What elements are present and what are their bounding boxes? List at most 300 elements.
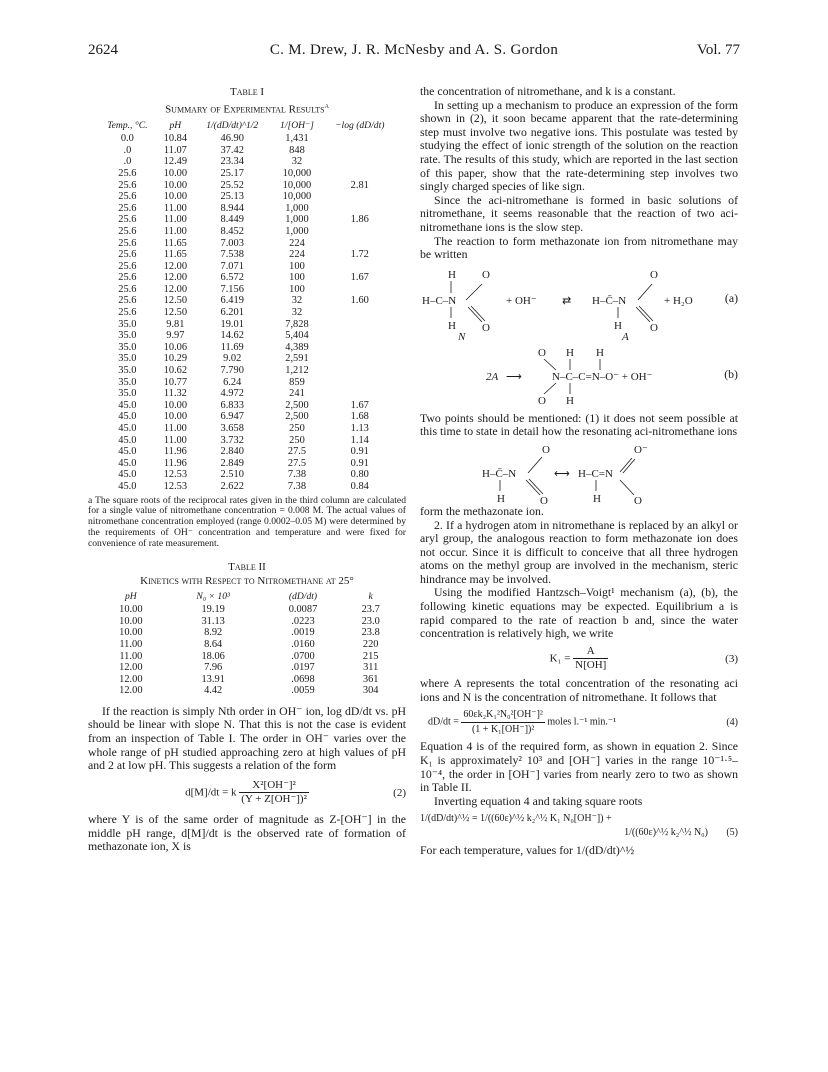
table2-cell: .0698	[291, 673, 315, 685]
right-paragraph-9: where A represents the total concentration of the resonating aci ions and N is the concentration of nitromethane. It follows that	[420, 676, 738, 704]
table2-header: (dD/dt)	[288, 590, 318, 602]
table2-cell: 8.92	[204, 627, 223, 639]
table1-cell: 2.840	[220, 446, 244, 458]
table2-label: Table II	[228, 560, 266, 573]
table1-row	[97, 400, 397, 412]
table1-row	[97, 156, 397, 168]
table1-cell	[323, 191, 398, 203]
svg-text:O: O	[542, 443, 550, 456]
table1-cell: 7.38	[287, 480, 307, 492]
table2-cell: 12.00	[119, 673, 143, 685]
table1-cell	[323, 238, 398, 250]
resonance-structure	[420, 443, 738, 505]
table2-row	[97, 651, 397, 663]
table1-cell: 12.50	[163, 307, 188, 319]
table1-cell: 241	[289, 388, 305, 400]
table1-cell: 8.449	[220, 214, 244, 226]
svg-text:H–C=N: H–C=N	[578, 467, 613, 480]
table1-cell: 45.0	[118, 399, 137, 411]
svg-text:A: A	[622, 330, 629, 340]
table1-cell: 25.6	[118, 167, 137, 179]
table1-cell: 10.62	[163, 365, 188, 377]
table1-cell: 1.68	[350, 411, 369, 423]
right-paragraph-3: Since the aci-nitromethane is formed in basic solutions of nitromethane, it seems reasonable that the reaction of two aci-nitromethane ions is the slow step.	[420, 192, 738, 234]
table1-row	[97, 481, 397, 493]
table1-cell: 35.0	[118, 388, 137, 400]
equation-4: dD/dt = $\frac{\text{60εk₂K₁²N₀²[OH⁻]²}}{\text{(1 + K₁[OH⁻])²}}$ moles l.⁻¹ min.⁻¹ (4)	[428, 709, 738, 735]
table2-cell: 361	[362, 673, 379, 685]
table1-cell: .0	[123, 156, 132, 168]
table1-cell: 45.0	[118, 457, 137, 469]
table1-cell: 14.62	[220, 330, 244, 342]
table1-cell: 11.00	[163, 202, 187, 214]
table1-cell	[323, 388, 398, 400]
table1-row	[97, 203, 397, 215]
table1-row	[97, 133, 397, 145]
table1-cell: 2,500	[285, 411, 309, 423]
table1-cell: 12.50	[163, 295, 188, 307]
svg-text:H: H	[566, 346, 574, 359]
table1-cell: 11.65	[163, 249, 187, 261]
svg-text:+ OH⁻: + OH⁻	[506, 294, 537, 307]
table1-row	[97, 423, 397, 435]
table2-cell: 220	[362, 638, 379, 650]
table1-cell: 37.42	[220, 144, 244, 156]
table2-cell: 18.06	[201, 650, 225, 662]
table1-cell: 19.01	[220, 318, 244, 330]
table1-row	[97, 226, 397, 238]
table1-cell: 4,389	[285, 341, 309, 353]
table1-cell: 25.52	[220, 179, 244, 191]
table1-cell	[323, 261, 398, 273]
equation-3: K₁ = $\frac{A}{N[OH]}$ (3)	[549, 644, 738, 672]
table1-label: Table I	[229, 86, 265, 98]
table1-cell: 8.944	[220, 202, 244, 214]
table1-header: 1/(dD/dt)^1/2	[206, 119, 259, 131]
table1-cell: 100	[289, 260, 305, 272]
table1-cell: 9.97	[166, 330, 185, 342]
table1-cell: 11.65	[163, 237, 187, 249]
table1-cell: 25.13	[220, 191, 244, 203]
table2-cell: 4.42	[204, 685, 223, 697]
table1-cell: 11.96	[163, 457, 187, 469]
table1-cell: 11.00	[163, 423, 187, 434]
table2-cell: 10.00	[119, 615, 143, 627]
table1-cell: 25.6	[118, 249, 137, 261]
table1-cell: 35.0	[118, 365, 137, 377]
table1-cell: 45.0	[118, 423, 137, 434]
table1-cell: 9.81	[166, 318, 185, 330]
table1-cell: 35.0	[118, 376, 137, 388]
table2-header: pH	[124, 590, 137, 602]
table2-cell: 23.8	[361, 627, 380, 639]
table1-cell: 12.53	[163, 469, 188, 481]
table2-row	[97, 685, 397, 697]
svg-text:O⁻: O⁻	[634, 443, 648, 456]
svg-text:O: O	[540, 494, 548, 505]
table1-cell: 1.60	[350, 295, 369, 307]
table1-cell: 1,000	[285, 214, 309, 226]
table1-row	[97, 238, 397, 250]
right-paragraph-7: 2. If a hydrogen atom in nitromethane is replaced by an alkyl or aryl group, the analogous reaction to form methazonate ion does not occur. Since it is difficult to conceive that all three hydrogen atoms on the methyl group are involved in the mechanism, steric hindrance may be involved.	[420, 517, 738, 586]
table1	[97, 121, 397, 493]
table1-cell: 1,431	[285, 133, 309, 145]
table1-cell: 224	[289, 237, 305, 249]
svg-text:H: H	[566, 394, 574, 407]
right-paragraph-2: In setting up a mechanism to produce an expression of the form shown in (2), it soon became apparent that the rate-determining step must involve two negative ions. This postulate was tested by studying the effect of ionic strength of the solution on the reaction rate. The results of this study, which are reported in the last section of this paper, show that the rate-determining step involves two singly charged species of like sign.	[420, 97, 738, 194]
table1-cell: 6.419	[220, 295, 244, 307]
table1-cell: 3.658	[220, 423, 244, 434]
table1-cell: 35.0	[118, 341, 137, 353]
table1-cell: 25.6	[118, 295, 137, 307]
table1-row	[97, 365, 397, 377]
table1-cell: 35.0	[118, 353, 137, 365]
table1-header: pH	[169, 119, 182, 131]
table2-cell: .0197	[291, 662, 315, 674]
table2-cell: 12.00	[119, 685, 143, 697]
table2-cell: 23.0	[361, 615, 380, 627]
table1-cell: 25.6	[118, 202, 137, 214]
table1-cell: 25.6	[118, 272, 137, 284]
table1-row	[97, 295, 397, 307]
table1-cell: 6.833	[220, 399, 244, 411]
svg-text:O: O	[650, 321, 658, 334]
reaction-a-structure	[420, 266, 738, 340]
svg-text:O: O	[482, 268, 490, 281]
table1-cell: 32	[291, 307, 303, 319]
table1-cell: 7.538	[220, 249, 244, 261]
table1-cell	[323, 156, 398, 168]
table1-cell: 10.00	[163, 179, 188, 191]
table2-row	[97, 616, 397, 628]
table1-caption: Summary of Experimental Results$^a$	[165, 101, 329, 116]
table2-cell: 12.00	[119, 662, 143, 674]
table1-cell: 45.0	[118, 446, 137, 458]
right-paragraph-5: Two points should be mentioned: (1) it does not seem possible at this time to state in detail how the resonating aci-nitromethane ions	[420, 410, 738, 439]
table1-cell	[323, 377, 398, 389]
table1-cell: 2,500	[285, 399, 309, 411]
table2-row	[97, 639, 397, 651]
table1-cell: 10.00	[163, 399, 188, 411]
table2-cell: 311	[363, 662, 379, 674]
svg-text:H–C–N: H–C–N	[422, 294, 457, 307]
table1-cell: 12.00	[163, 283, 188, 295]
svg-text:N–C–C=N–O⁻ + OH⁻: N–C–C=N–O⁻ + OH⁻	[552, 370, 653, 383]
svg-text:H–C̄–N: H–C̄–N	[482, 467, 517, 480]
table1-cell	[323, 342, 398, 354]
table1-cell: 224	[289, 249, 305, 261]
page-number: 2624	[88, 42, 118, 58]
table1-cell: 7.071	[220, 260, 244, 272]
table1-cell: 3.732	[220, 434, 244, 446]
table1-cell: 10.00	[163, 191, 188, 203]
table1-cell: 0.84	[350, 480, 369, 492]
svg-text:H–C̄–N: H–C̄–N	[592, 294, 627, 307]
table1-row	[97, 214, 397, 226]
table1-row	[97, 353, 397, 365]
table1-cell: 45.0	[118, 434, 137, 446]
table1-row	[97, 446, 397, 458]
table1-cell: 12.53	[163, 480, 188, 492]
table1-cell: 25.6	[118, 260, 137, 272]
table1-cell: 23.34	[220, 156, 244, 168]
table1-cell: 10,000	[282, 179, 312, 191]
table1-cell: 0.91	[350, 457, 369, 469]
svg-text:O: O	[482, 321, 490, 334]
table1-row	[97, 342, 397, 354]
volume: Vol. 77	[696, 42, 740, 58]
table1-cell: 1.86	[350, 214, 369, 226]
right-paragraph-11: Inverting equation 4 and taking square roots	[434, 793, 643, 808]
table1-cell: 0.80	[350, 469, 369, 481]
table1-cell: 2.510	[220, 469, 244, 481]
table1-cell: 10,000	[282, 191, 312, 203]
table1-cell: 46.90	[220, 133, 244, 145]
svg-text:H: H	[596, 346, 604, 359]
table1-cell: 1,212	[285, 365, 309, 377]
table1-cell	[323, 307, 398, 319]
right-paragraph-12: For each temperature, values for 1/(dD/dt)^½	[420, 842, 635, 857]
table1-cell: 100	[289, 272, 305, 284]
table1-cell: 7,828	[285, 318, 309, 330]
table1-cell: 10.77	[163, 376, 188, 388]
table1-row	[97, 319, 397, 331]
right-paragraph-6: form the methazonate ion.	[420, 503, 544, 518]
table1-cell: 35.0	[118, 318, 137, 330]
table2-cell: 10.00	[119, 627, 143, 639]
table1-cell: 1,000	[285, 225, 309, 237]
table1-cell: 1.14	[350, 434, 369, 446]
table1-cell: 10,000	[282, 167, 312, 179]
svg-text:N: N	[458, 330, 466, 340]
table1-header: 1/[OH⁻]	[280, 119, 314, 131]
table1-row	[97, 168, 397, 180]
table1-cell	[323, 365, 398, 377]
table1-cell	[323, 133, 398, 145]
table2-cell: 7.96	[204, 662, 223, 674]
svg-text:+ H₂O: + H₂O	[664, 294, 693, 307]
table1-cell: 10.84	[163, 133, 188, 145]
table1-cell: 848	[289, 144, 305, 156]
table2-cell: 11.00	[119, 650, 143, 662]
svg-text:⟶: ⟶	[506, 370, 522, 383]
table1-cell: 25.6	[118, 283, 137, 295]
svg-text:H: H	[614, 319, 622, 332]
table1-cell: 25.6	[118, 179, 137, 191]
table2-cell: .0223	[291, 615, 315, 627]
table1-row	[97, 388, 397, 400]
svg-text:O: O	[634, 494, 642, 505]
table1-cell: 7.790	[220, 365, 244, 377]
table1-row	[97, 330, 397, 342]
table1-cell: 6.572	[220, 272, 244, 284]
table2-cell: .0160	[291, 638, 315, 650]
table1-cell: 11.69	[220, 341, 244, 353]
table1-cell: 45.0	[118, 480, 137, 492]
right-paragraph-8: Using the modified Hantzsch–Voigt¹ mechanism (a), (b), the following kinetic equations may be expected. Equilibrium a is rapid compared to the rate of reaction b and, since the water concentration is relatively high, we write	[420, 585, 738, 641]
table1-cell: 6.201	[220, 307, 244, 319]
table1-row	[97, 261, 397, 273]
table1-row	[97, 272, 397, 284]
table2-cell: .0019	[291, 627, 315, 639]
table1-cell: 4.972	[220, 388, 244, 400]
table1-cell: 10.00	[163, 411, 188, 423]
svg-text:O: O	[650, 268, 658, 281]
table1-cell	[323, 330, 398, 342]
table1-footnote: a The square roots of the reciprocal rates given in the third column are calculated for a single value of nitromethane concentration = 0.008 M. The actual values of nitromethane concentration employed (range 0.0002–0.05 M) were determined by the requirements of OH⁻ concentration and temperature and were fixed for convenience of rate measurement.	[88, 494, 406, 549]
table1-cell: 10.29	[163, 353, 188, 365]
table1-cell: 1.13	[350, 423, 369, 434]
table2-cell: 10.00	[119, 604, 143, 616]
table1-row	[97, 191, 397, 203]
svg-text:O: O	[538, 394, 546, 407]
table1-cell: 250	[289, 423, 305, 434]
svg-text:2A: 2A	[486, 370, 499, 383]
table1-cell	[323, 203, 398, 215]
table1-cell: 25.6	[118, 237, 137, 249]
table1-cell: 2.849	[220, 457, 244, 469]
reaction-a-number: (a)	[724, 290, 738, 305]
left-paragraph-1: If the reaction is simply Nth order in OH⁻ ion, log dD/dt vs. pH should be linear with slope N. That this is not the case is evident from an inspection of Table I. The order in OH⁻ varies over the whole range of pH studied approaching zero at high values of pH and 2 at low pH. This suggests a relation of the form	[88, 703, 406, 773]
table1-cell	[323, 145, 398, 157]
table2-cell: 0.0087	[288, 604, 318, 616]
table1-header: Temp., °C.	[107, 119, 148, 131]
table2-cell: 304	[362, 685, 379, 697]
table1-row	[97, 469, 397, 481]
table1-cell: 25.6	[118, 225, 137, 237]
table1-cell: 45.0	[118, 469, 137, 481]
table1-cell: 25.6	[118, 214, 137, 226]
reaction-b-structure	[420, 346, 738, 408]
table1-cell: 25.17	[220, 167, 244, 179]
table1-header: −log (dD/dt)	[335, 119, 385, 131]
left-column	[88, 85, 406, 854]
table1-cell: 1.67	[350, 399, 369, 411]
table2-cell: 19.19	[201, 604, 225, 616]
right-paragraph-4: The reaction to form methazonate ion from nitromethane may be written	[420, 233, 738, 262]
table1-cell: 1.72	[350, 249, 369, 261]
equation-5: 1/(dD/dt)^½ = 1/((60ε)^½ k₂^½ K₁ N₀[OH⁻]) + 1/((60ε)^½ k₂^½ N₀) (5)	[420, 813, 738, 838]
table1-cell: 859	[289, 376, 305, 388]
table1-row	[97, 249, 397, 261]
table1-cell: 32	[291, 156, 303, 168]
table1-cell: 8.452	[220, 225, 244, 237]
table1-cell: 27.5	[287, 457, 307, 469]
svg-text:H: H	[593, 492, 601, 505]
table1-row	[97, 180, 397, 192]
table1-cell	[323, 284, 398, 296]
table1-cell: 100	[289, 283, 305, 295]
svg-text:⟷: ⟷	[554, 467, 570, 480]
table2-header: N₀ × 10³	[196, 590, 230, 602]
table1-row	[97, 284, 397, 296]
page-header	[88, 42, 740, 62]
table1-cell: 1.67	[350, 272, 369, 284]
right-paragraph-10: Equation 4 is of the required form, as shown in equation 2. Since K₁ is approximately² 10³ and [OH⁻] varies in the range 10⁻¹·⁵–10⁻⁴, the order in [OH⁻] varies from nearly zero to two as shown in Table II.	[420, 739, 738, 795]
table1-cell: 35.0	[118, 330, 137, 342]
table1-cell: 11.00	[163, 214, 187, 226]
table1-row	[97, 145, 397, 157]
table1-cell: 10.06	[163, 341, 188, 353]
reaction-b-number: (b)	[724, 366, 738, 381]
equation-2: d[M]/dt = k $\frac{\text{X²[OH⁻]²}}{\text{(Y + Z[OH⁻])²}}$ (2)	[185, 778, 406, 806]
left-paragraph-2: where Y is of the same order of magnitude as Z-[OH⁻] in the middle pH range, d[M]/dt is the observed rate of formation of methazonate ion, X is	[88, 812, 406, 854]
table1-cell	[323, 226, 398, 238]
table1-cell: 2.622	[220, 480, 244, 492]
table1-cell: 45.0	[118, 411, 137, 423]
table1-cell: 2.81	[350, 179, 369, 191]
table1-cell: 0.91	[350, 446, 369, 458]
table1-cell: 9.02	[223, 353, 242, 365]
svg-text:H: H	[497, 492, 505, 505]
table1-row	[97, 307, 397, 319]
table1-row	[97, 411, 397, 423]
table1-cell: 1,000	[285, 202, 309, 214]
table1-row	[97, 435, 397, 447]
table2-row	[97, 604, 397, 616]
table1-row	[97, 458, 397, 470]
table1-cell: 0.0	[120, 133, 134, 145]
table1-cell: 11.00	[163, 225, 187, 237]
table2-row	[97, 627, 397, 639]
table1-cell: 32	[291, 295, 303, 307]
table2-cell: 215	[362, 650, 379, 662]
table1-cell: 25.6	[118, 307, 137, 319]
table1-cell: 7.38	[287, 469, 307, 481]
table2	[97, 591, 397, 697]
table2-row	[97, 662, 397, 674]
table1-cell: 5,404	[285, 330, 309, 342]
table1-cell: 11.96	[163, 446, 187, 458]
table1-cell: 12.49	[163, 156, 188, 168]
table2-cell: 23.7	[361, 604, 380, 616]
table1-cell: 12.00	[163, 272, 188, 284]
table2-cell: 11.00	[119, 638, 143, 650]
table1-cell: .0	[123, 144, 132, 156]
table1-cell: 7.156	[220, 283, 244, 295]
table1-cell: 7.003	[220, 237, 244, 249]
table2-cell: 13.91	[201, 673, 225, 685]
table1-cell: 6.947	[220, 411, 244, 423]
table2-cell: .0700	[291, 650, 315, 662]
reaction-a	[420, 266, 738, 340]
running-title: C. M. Drew, J. R. McNesby and A. S. Gordon	[269, 42, 559, 58]
table1-cell: 27.5	[287, 446, 307, 458]
table1-cell: 250	[289, 434, 305, 446]
table1-cell: 2,591	[285, 353, 309, 365]
right-paragraph-1: the concentration of nitromethane, and k is a constant.	[420, 84, 676, 98]
table1-cell: 11.00	[163, 434, 187, 446]
table2-caption: Kinetics with Respect to Nitromethane at 25°	[140, 574, 354, 587]
svg-text:H: H	[448, 319, 456, 332]
table2-header: k	[368, 590, 373, 602]
reaction-b	[420, 346, 738, 408]
table1-cell: 12.00	[163, 260, 188, 272]
table1-cell: 11.07	[163, 144, 187, 156]
table1-cell: 6.24	[223, 376, 242, 388]
table1-cell	[323, 319, 398, 331]
svg-text:O: O	[538, 346, 546, 359]
table2-cell: .0059	[291, 685, 315, 697]
table2-cell: 8.64	[204, 638, 223, 650]
table2-row	[97, 674, 397, 686]
table1-cell: 10.00	[163, 167, 188, 179]
table1-cell: 25.6	[118, 191, 137, 203]
table1-row	[97, 377, 397, 389]
table1-cell	[323, 168, 398, 180]
right-column	[420, 85, 738, 857]
table1-cell	[323, 353, 398, 365]
